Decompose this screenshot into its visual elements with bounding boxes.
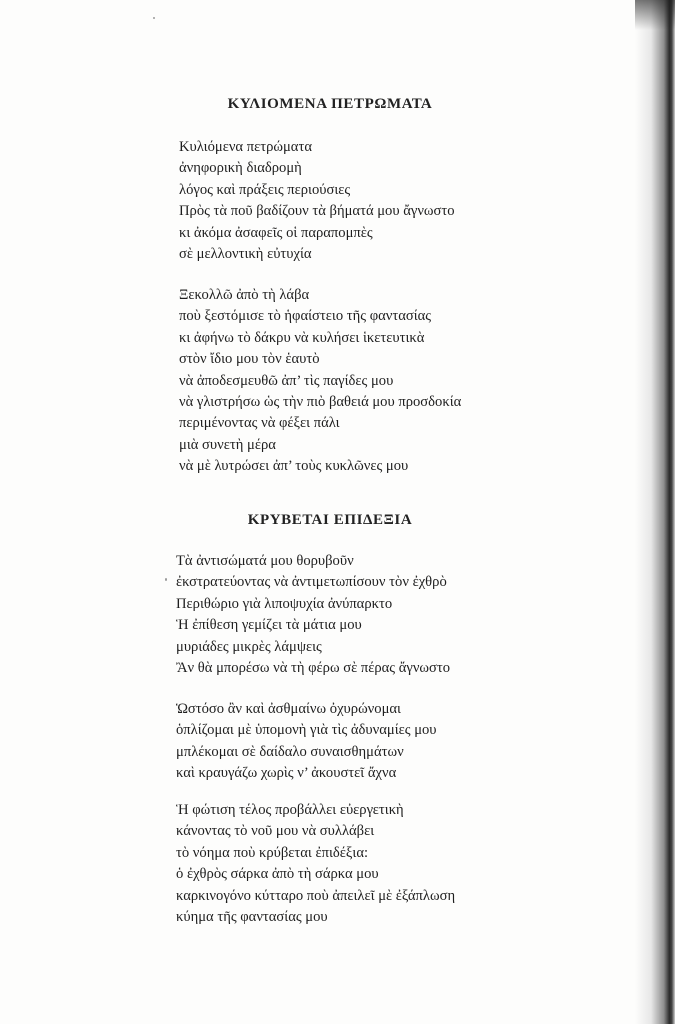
verse-line: περιμένοντας νὰ φέξει πάλι [179,415,340,432]
verse-line: τὸ νόημα ποὺ κρύβεται ἐπιδέξια: [176,844,369,861]
verse-line: νὰ μὲ λυτρώσει ἀπ’ τοὺς κυκλῶνες μου [179,458,409,475]
verse-line: νὰ ἀποδεσμευθῶ ἀπ’ τὶς παγίδες μου [179,372,394,389]
poem-1-stanza-1 [179,137,455,265]
verse-line: Πρὸς τὰ ποῦ βαδίζουν τὰ βήματά μου ἄγνωστο [179,203,455,220]
verse-line: ἀνηφορικὴ διαδρομὴ [179,160,302,177]
page-corner-shadow [635,0,675,30]
poem-2-stanza-3 [176,800,455,928]
verse-line: Περιθώριο γιὰ λιποψυχία ἀνύπαρκτο [176,595,393,612]
verse-line: μπλέκομαι σὲ δαίδαλο συναισθημάτων [176,743,404,760]
verse-line: Ἂν θὰ μπορέσω νὰ τὴ φέρω σὲ πέρας ἄγνωστο [176,659,451,676]
verse-line: ἐκστρατεύοντας νὰ ἀντιμετωπίσουν τὸν ἐχθρὸ [176,574,447,591]
verse-line: λόγος καὶ πράξεις περιούσιες [179,181,351,198]
verse-line: μιὰ συνετὴ μέρα [179,436,276,453]
verse-line: στὸν ἴδιο μου τὸν ἑαυτὸ [179,351,320,368]
verse-line: Ξεκολλῶ ἀπὸ τὴ λάβα [179,287,310,303]
poem-1-stanza-2 [179,285,461,478]
poem-2-title: ΚΡΥΒΕΤΑΙ ΕΠΙΔΕΞΙΑ [247,512,413,528]
verse-line: ποὺ ξεστόμισε τὸ ἡφαίστειο τῆς φαντασίας [179,308,432,325]
poem-2-stanza-2 [176,699,437,785]
verse-line: μυριάδες μικρὲς λάμψεις [176,638,322,655]
verse-line: καὶ κραυγάζω χωρὶς ν’ ἀκουστεῖ ἄχνα [176,765,397,782]
verse-line: Κυλιόμενα πετρώματα [179,139,312,155]
verse-line: καρκινογόνο κύτταρο ποὺ ἀπειλεῖ μὲ ἐξάπλωση [176,887,456,904]
verse-line: κάνοντας τὸ νοῦ μου νὰ συλλάβει [176,823,375,840]
poem-1-title: ΚΥΛΙΟΜΕΝΑ ΠΕΤΡΩΜΑΤΑ [227,96,433,112]
verse-line: ὁπλίζομαι μὲ ὑπομονὴ γιὰ τὶς ἀδυναμίες μου [176,722,437,739]
verse-line: Ἡ ἐπίθεση γεμίζει τὰ μάτια μου [176,617,362,634]
verse-line: κύημα τῆς φαντασίας μου [176,908,328,925]
scan-speck [165,578,167,581]
verse-line: κι ἀκόμα ἀσαφεῖς οἱ παραπομπὲς [179,224,373,241]
verse-line: ὁ ἐχθρὸς σάρκα ἀπὸ τὴ σάρκα μου [176,866,379,883]
verse-line: σὲ μελλοντικὴ εὐτυχία [179,245,312,262]
verse-line: Τὰ ἀντισώματά μου θορυβοῦν [176,553,354,569]
verse-line: νὰ γλιστρήσω ὡς τὴν πιὸ βαθειά μου προσδοκία [179,393,462,410]
scan-speck [153,17,155,19]
verse-line: Ἡ φώτιση τέλος προβάλλει εὐεργετικὴ [176,802,404,818]
poem-2-stanza-1 [176,551,450,679]
verse-line: κι ἀφήνω τὸ δάκρυ νὰ κυλήσει ἱκετευτικὰ [179,329,425,346]
verse-line: Ὡστόσο ἂν καὶ ἀσθμαίνω ὀχυρώνομαι [176,701,401,717]
